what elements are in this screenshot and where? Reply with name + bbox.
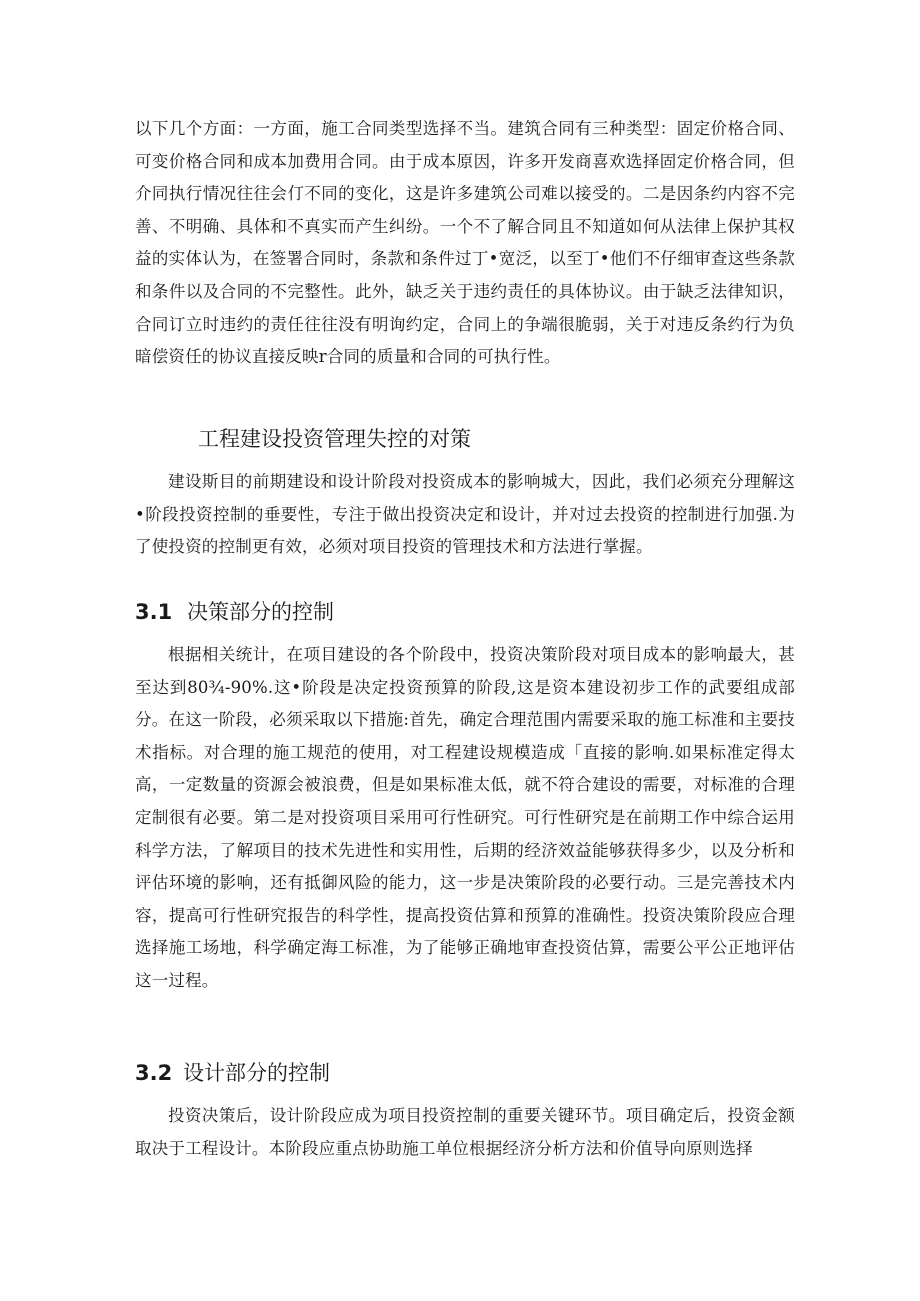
paragraph-decision-control: 根据相关统计，在项目建设的各个阶段中，投资决策阶段对项目成本的影响最大，甚至达到80¾-90%.这•阶段是决定投资预算的阶段,这是资本建设初步工作的武要组成部分。在这一阶段，必须采取以下措施:首先，确定合理范围内需要采取的施工标准和主要技术指标。对合理的施工规范的使用，对工程建设规模造成「直接的影响.如果标准定得太高，一定数量的资源会被浪费，但是如果标准太低，就不符合建设的需要，对标准的合理定制很有必要。第二是对投资项目采用可行性研究。可行性研究是在前期工作中综合运用科学方法，了解项目的技术先进性和实用性，后期的经济效益能够获得多少，以及分析和评估环境的影响，还有抵御风险的能力，这一步是决策阶段的必要行动。三是完善技术内容，提高可行性研究报告的科学性，提高投资估算和预算的准确性。投资决策阶段应合理选择施工场地，科学确定海工标准，为了能够正确地审查投资估算，需要公平公正地评估这一过程。 <box>135 645 795 990</box>
paragraph-design-control: 投资决策后，设计阶段应成为项目投资控制的重要关键环节。项目确定后，投资金额取决于工程设计。本阶段应重点协助施工单位根据经济分析方法和价值导向原则选择 <box>135 1106 795 1158</box>
paragraph-contract-issues: 以下几个方面：一方面，施工合同类型选择不当。建筑合同有三种类型：固定价格合同、可变价格合同和成本加费用合同。由于成本原因，许多开发商喜欢选择固定价格合同，但介同执行情况往往会仃不同的变化，这是许多建筑公司难以接受的。二是因条约内容不完善、不明确、具体和不真实而产生纠纷。一个不了解合同且不知道如何从法律上保护其权益的实体认为，在签署合同时，条款和条件过丁•宽泛，以至丁•他们不仔细审查这些条款和条件以及合同的不完整性。此外，缺乏关于违约责任的具体协议。由于缺乏法律知识，合同订立时违约的责任往往没有明询约定，合同上的争端很脆弱，关于对违反条约行为负暗偿资任的协议直接反映r合同的质量和合同的可执行性。 <box>135 119 795 367</box>
section-number-3-2: 3.2 <box>135 1061 173 1085</box>
section-title-3-2: 设计部分的控制 <box>183 1061 330 1085</box>
section-title-3-1: 决策部分的控制 <box>187 600 334 624</box>
section-number-3-1: 3.1 <box>135 600 173 624</box>
paragraph-countermeasures-intro: 建设斯目的前期建设和设计阶段对投资成本的影响城大，因此，我们必须充分理解这•阶段投资控制的垂要性，专注于做出投资决定和设计，并对过去投资的控制进行加强.为了使投资的控制更有效，必须对项目投资的管理技术和方法进行掌握。 <box>135 472 795 557</box>
section-heading-3-1 <box>135 597 334 627</box>
section-heading-3-2 <box>135 1058 330 1088</box>
section-heading-countermeasures: 工程建设投资管理失控的对策 <box>198 427 471 451</box>
